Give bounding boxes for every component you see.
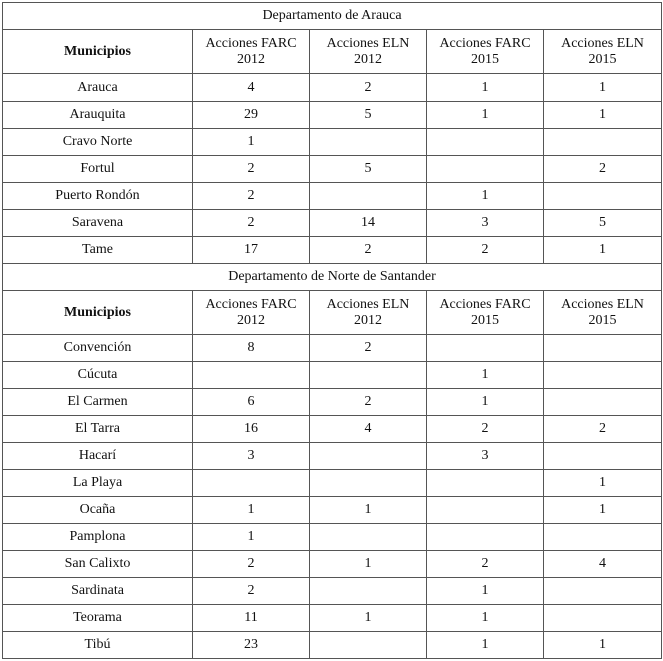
municipio-cell: Tibú [3, 632, 193, 659]
value-cell: 2 [193, 551, 310, 578]
table-row [3, 156, 662, 183]
table-row [3, 362, 662, 389]
table-row [3, 524, 662, 551]
column-header: Acciones FARC 2012 [193, 291, 310, 335]
municipio-cell: Fortul [3, 156, 193, 183]
municipio-cell: Teorama [3, 605, 193, 632]
value-cell: 1 [427, 102, 544, 129]
value-cell: 14 [310, 210, 427, 237]
value-cell: 1 [193, 497, 310, 524]
value-cell: 1 [544, 74, 662, 102]
value-cell [427, 129, 544, 156]
value-cell [193, 470, 310, 497]
column-header: Acciones ELN 2012 [310, 291, 427, 335]
value-cell: 2 [193, 578, 310, 605]
value-cell [544, 578, 662, 605]
value-cell [427, 497, 544, 524]
value-cell: 5 [310, 102, 427, 129]
value-cell: 2 [427, 416, 544, 443]
value-cell: 4 [193, 74, 310, 102]
municipio-cell: Tame [3, 237, 193, 264]
value-cell [310, 578, 427, 605]
value-cell: 1 [427, 632, 544, 659]
section-title-row [3, 3, 662, 30]
table-row [3, 74, 662, 102]
value-cell: 29 [193, 102, 310, 129]
value-cell [544, 443, 662, 470]
table-row [3, 497, 662, 524]
value-cell: 1 [427, 389, 544, 416]
value-cell [193, 362, 310, 389]
column-header: Municipios [3, 30, 193, 74]
value-cell: 1 [310, 551, 427, 578]
municipio-cell: Pamplona [3, 524, 193, 551]
table-row [3, 210, 662, 237]
value-cell [310, 524, 427, 551]
column-header: Acciones FARC 2012 [193, 30, 310, 74]
table-row [3, 237, 662, 264]
value-cell: 1 [544, 632, 662, 659]
municipio-cell: Saravena [3, 210, 193, 237]
table-row [3, 335, 662, 362]
value-cell: 3 [427, 443, 544, 470]
municipio-cell: Arauca [3, 74, 193, 102]
value-cell: 1 [427, 74, 544, 102]
value-cell [310, 183, 427, 210]
table-row [3, 551, 662, 578]
value-cell: 1 [193, 129, 310, 156]
municipio-cell: Sardinata [3, 578, 193, 605]
municipio-cell: Arauquita [3, 102, 193, 129]
value-cell [544, 524, 662, 551]
value-cell [544, 335, 662, 362]
value-cell: 1 [427, 578, 544, 605]
column-header: Acciones FARC 2015 [427, 291, 544, 335]
value-cell: 6 [193, 389, 310, 416]
municipio-cell: Hacarí [3, 443, 193, 470]
table-body [3, 3, 662, 659]
value-cell: 2 [544, 416, 662, 443]
value-cell: 2 [310, 389, 427, 416]
value-cell [310, 129, 427, 156]
value-cell: 1 [427, 605, 544, 632]
municipio-cell: Convención [3, 335, 193, 362]
value-cell [544, 605, 662, 632]
value-cell: 1 [193, 524, 310, 551]
value-cell: 3 [427, 210, 544, 237]
value-cell [544, 389, 662, 416]
municipal-actions-table [2, 2, 662, 659]
value-cell [427, 524, 544, 551]
value-cell: 3 [193, 443, 310, 470]
column-header-row [3, 291, 662, 335]
table-row [3, 632, 662, 659]
value-cell: 17 [193, 237, 310, 264]
value-cell: 2 [427, 237, 544, 264]
municipio-cell: Cravo Norte [3, 129, 193, 156]
municipio-cell: El Carmen [3, 389, 193, 416]
municipio-cell: El Tarra [3, 416, 193, 443]
column-header: Acciones FARC 2015 [427, 30, 544, 74]
value-cell [544, 362, 662, 389]
table-row [3, 416, 662, 443]
municipio-cell: Cúcuta [3, 362, 193, 389]
value-cell: 2 [427, 551, 544, 578]
column-header: Acciones ELN 2015 [544, 291, 662, 335]
table-row [3, 183, 662, 210]
table-row [3, 102, 662, 129]
value-cell [427, 470, 544, 497]
column-header: Acciones ELN 2015 [544, 30, 662, 74]
value-cell: 8 [193, 335, 310, 362]
column-header-row [3, 30, 662, 74]
value-cell [544, 129, 662, 156]
value-cell [310, 632, 427, 659]
value-cell: 1 [310, 605, 427, 632]
section-title-row [3, 264, 662, 291]
value-cell: 1 [544, 470, 662, 497]
municipio-cell: San Calixto [3, 551, 193, 578]
value-cell [427, 335, 544, 362]
column-header: Acciones ELN 2012 [310, 30, 427, 74]
value-cell: 1 [427, 362, 544, 389]
value-cell: 4 [544, 551, 662, 578]
value-cell: 1 [544, 497, 662, 524]
value-cell: 1 [310, 497, 427, 524]
value-cell: 2 [310, 74, 427, 102]
value-cell: 1 [427, 183, 544, 210]
value-cell: 1 [544, 237, 662, 264]
value-cell [310, 443, 427, 470]
value-cell: 2 [310, 237, 427, 264]
table-row [3, 443, 662, 470]
value-cell: 2 [193, 183, 310, 210]
value-cell: 5 [310, 156, 427, 183]
column-header: Municipios [3, 291, 193, 335]
table-row [3, 605, 662, 632]
table-row [3, 389, 662, 416]
section-title: Departamento de Arauca [3, 3, 662, 30]
value-cell [310, 470, 427, 497]
table-row [3, 129, 662, 156]
table-row [3, 470, 662, 497]
value-cell: 23 [193, 632, 310, 659]
value-cell: 16 [193, 416, 310, 443]
municipio-cell: Ocaña [3, 497, 193, 524]
table-row [3, 578, 662, 605]
value-cell: 1 [544, 102, 662, 129]
value-cell [544, 183, 662, 210]
value-cell: 2 [310, 335, 427, 362]
value-cell: 11 [193, 605, 310, 632]
value-cell [427, 156, 544, 183]
value-cell: 5 [544, 210, 662, 237]
municipio-cell: La Playa [3, 470, 193, 497]
municipio-cell: Puerto Rondón [3, 183, 193, 210]
section-title: Departamento de Norte de Santander [3, 264, 662, 291]
value-cell [310, 362, 427, 389]
value-cell: 4 [310, 416, 427, 443]
value-cell: 2 [193, 156, 310, 183]
value-cell: 2 [544, 156, 662, 183]
value-cell: 2 [193, 210, 310, 237]
